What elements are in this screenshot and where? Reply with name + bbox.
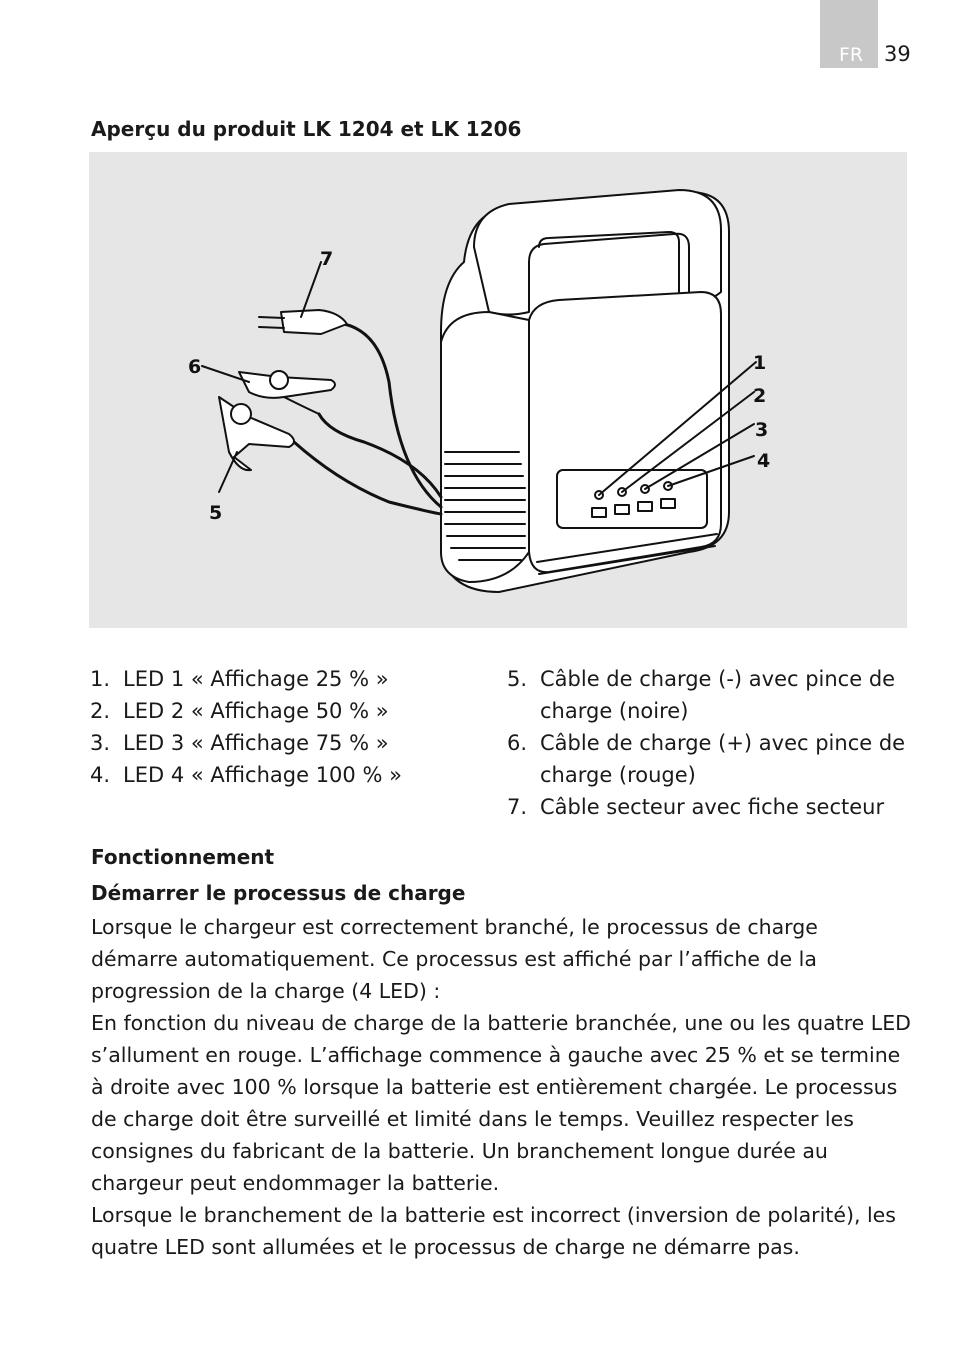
callout-6: 6 — [188, 356, 202, 378]
heading-fonctionnement: Fonctionnement — [91, 845, 275, 869]
legend-list-left — [90, 663, 490, 791]
callout-1: 1 — [753, 352, 767, 374]
list-item: 1. LED 1 « Affichage 25 % » — [90, 667, 389, 691]
callout-3: 3 — [755, 419, 769, 441]
section-title: Aperçu du produit LK 1204 et LK 1206 — [91, 117, 522, 141]
callout-7: 7 — [320, 248, 334, 270]
page-number: 39 — [884, 42, 911, 66]
charger-drawing — [89, 152, 907, 628]
callout-4: 4 — [757, 450, 771, 472]
heading-demarrer-charge: Démarrer le processus de charge — [91, 881, 466, 905]
legend-list-right — [507, 663, 907, 823]
paragraph: En fonction du niveau de charge de la batterie branchée, une ou les quatre LED s’allument en rouge. L’affichage commence à gauche avec 25 % et se termine à droite avec 100 % lorsque la batterie est entièrement chargée. Le processus de charge doit être surveillé et limité dans le temps. Veuillez respecter les consignes du fabricant de la batterie. Un branchement longue durée au chargeur peut endommager la batterie. — [91, 1011, 911, 1195]
list-item: 4. LED 4 « Affichage 100 % » — [90, 763, 402, 787]
paragraph: Lorsque le chargeur est correctement branché, le processus de charge démarre automatiquement. Ce processus est affiché par l’affiche de la progression de la charge (4 LED) : — [91, 915, 818, 1003]
list-item: 6. Câble de charge (+) avec pince de charge (rouge) — [507, 731, 906, 787]
callout-5: 5 — [209, 502, 223, 524]
product-illustration — [89, 152, 907, 628]
list-item: 3. LED 3 « Affichage 75 % » — [90, 731, 389, 755]
list-item: 2. LED 2 « Affichage 50 % » — [90, 699, 389, 723]
list-item: 7. Câble secteur avec fiche secteur — [507, 795, 885, 819]
language-label: FR — [839, 44, 864, 66]
callout-2: 2 — [753, 385, 767, 407]
list-item: 5. Câble de charge (-) avec pince de charge (noire) — [507, 667, 896, 723]
paragraph: Lorsque le branchement de la batterie est incorrect (inversion de polarité), les quatre LED sont allumées et le processus de charge ne démarre pas. — [91, 1203, 896, 1259]
body-text — [91, 911, 911, 1263]
